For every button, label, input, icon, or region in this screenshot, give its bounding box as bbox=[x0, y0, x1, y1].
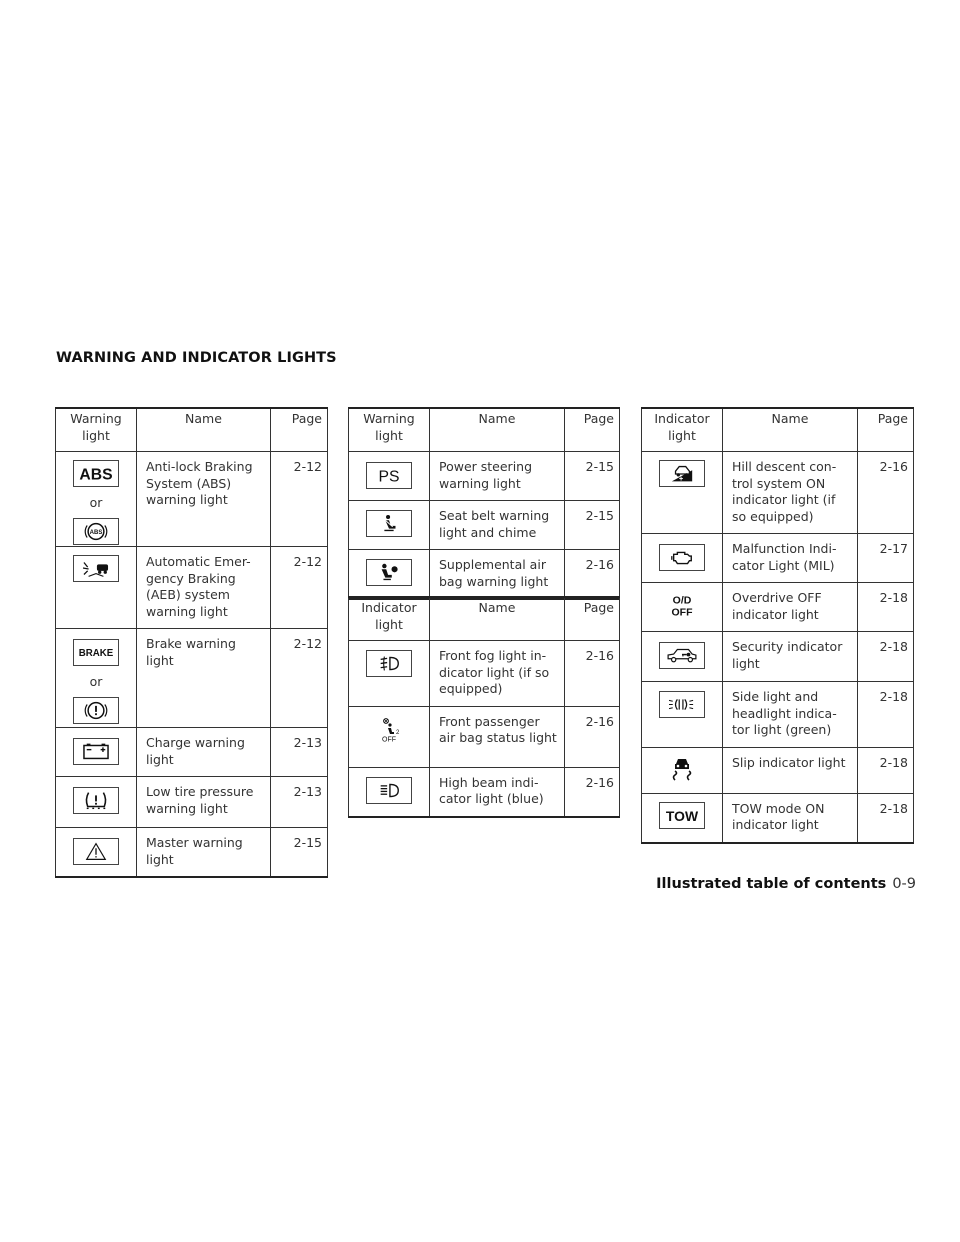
warning-lights-table-1 bbox=[55, 407, 328, 878]
page-ref: 2-16 bbox=[565, 550, 620, 600]
light-name: Side light and headlight indica-tor light (green) bbox=[723, 682, 858, 748]
page-ref: 2-18 bbox=[858, 747, 914, 793]
page-ref: 2-18 bbox=[858, 682, 914, 748]
security-car-icon bbox=[659, 642, 705, 669]
light-name: Hill descent con-trol system ON indicator light (if so equipped) bbox=[723, 452, 858, 534]
page-ref: 2-16 bbox=[858, 452, 914, 534]
page-number: 0-9 bbox=[892, 876, 916, 892]
slip-icon bbox=[659, 755, 705, 782]
brake-text-icon bbox=[73, 639, 119, 666]
header-name: Name bbox=[430, 597, 565, 641]
light-name: Overdrive OFF indicator light bbox=[723, 583, 858, 632]
table-row bbox=[349, 767, 620, 817]
light-name: Power steering warning light bbox=[430, 452, 565, 501]
table-row bbox=[56, 547, 328, 629]
header-page: Page bbox=[271, 408, 328, 452]
header-page: Page bbox=[565, 408, 620, 452]
table-row bbox=[349, 641, 620, 707]
light-name: Security indicator light bbox=[723, 632, 858, 682]
page-ref: 2-16 bbox=[565, 767, 620, 817]
table-row bbox=[642, 747, 914, 793]
section-title: WARNING AND INDICATOR LIGHTS bbox=[56, 350, 337, 366]
light-name: Malfunction Indi-cator Light (MIL) bbox=[723, 534, 858, 583]
page-ref: 2-18 bbox=[858, 632, 914, 682]
warning-lights-table-2 bbox=[348, 407, 620, 600]
light-name: Brake warning light bbox=[137, 629, 271, 728]
header-name: Name bbox=[723, 408, 858, 452]
table-row bbox=[642, 793, 914, 843]
engine-icon bbox=[659, 544, 705, 571]
page-ref: 2-15 bbox=[565, 452, 620, 501]
table-row bbox=[642, 682, 914, 748]
page-ref: 2-12 bbox=[271, 547, 328, 629]
page-ref: 2-15 bbox=[565, 501, 620, 550]
light-name: High beam indi-cator light (blue) bbox=[430, 767, 565, 817]
table-header bbox=[56, 408, 328, 452]
svg-text:OFF: OFF bbox=[671, 606, 693, 619]
light-name: Low tire pressure warning light bbox=[137, 777, 271, 828]
header-light: Indicator light bbox=[349, 597, 430, 641]
or-label: or bbox=[89, 495, 103, 510]
page-ref: 2-12 bbox=[271, 452, 328, 547]
high-beam-icon bbox=[366, 777, 412, 804]
page-ref: 2-12 bbox=[271, 629, 328, 728]
page-footer bbox=[656, 876, 916, 892]
page-ref: 2-15 bbox=[271, 828, 328, 878]
table-header bbox=[349, 408, 620, 452]
or-label: or bbox=[89, 674, 103, 689]
battery-icon bbox=[73, 738, 119, 765]
page-ref: 2-17 bbox=[858, 534, 914, 583]
airbag-icon bbox=[366, 559, 412, 586]
light-name: Charge warning light bbox=[137, 728, 271, 777]
tow-icon bbox=[659, 802, 705, 829]
header-name: Name bbox=[137, 408, 271, 452]
passenger-airbag-off-icon bbox=[366, 716, 412, 743]
light-name: Front passenger air bag status light bbox=[430, 706, 565, 767]
header-light: Indicator light bbox=[642, 408, 723, 452]
warning-triangle-icon bbox=[73, 838, 119, 865]
footer-title: Illustrated table of contents bbox=[656, 876, 887, 892]
svg-text:O/D: O/D bbox=[672, 594, 692, 607]
table-row bbox=[349, 452, 620, 501]
table-row bbox=[642, 534, 914, 583]
svg-text:ABS: ABS bbox=[79, 466, 113, 484]
table-header bbox=[642, 408, 914, 452]
header-light: Warning light bbox=[56, 408, 137, 452]
svg-text:PS: PS bbox=[378, 468, 400, 486]
header-page: Page bbox=[565, 597, 620, 641]
od-off-icon bbox=[659, 592, 705, 619]
light-name: Anti-lock Braking System (ABS) warning light bbox=[137, 452, 271, 547]
svg-text:2: 2 bbox=[396, 729, 400, 736]
light-name: Slip indicator light bbox=[723, 747, 858, 793]
table-row bbox=[349, 706, 620, 767]
table-row bbox=[56, 452, 328, 547]
svg-text:ABS: ABS bbox=[89, 529, 103, 536]
side-light-icon bbox=[659, 691, 705, 718]
light-name: Seat belt warning light and chime bbox=[430, 501, 565, 550]
light-name: TOW mode ON indicator light bbox=[723, 793, 858, 843]
indicator-lights-table-1 bbox=[348, 596, 620, 818]
light-name: Front fog light in-dicator light (if so equipped) bbox=[430, 641, 565, 707]
table-row bbox=[642, 632, 914, 682]
page-ref: 2-18 bbox=[858, 793, 914, 843]
table-row bbox=[349, 550, 620, 600]
aeb-icon bbox=[73, 555, 119, 582]
header-light: Warning light bbox=[349, 408, 430, 452]
svg-text:TOW: TOW bbox=[665, 807, 699, 824]
abs-text-icon bbox=[73, 460, 119, 487]
brake-circle-icon bbox=[73, 697, 119, 724]
abs-circle-icon bbox=[73, 518, 119, 545]
table-row bbox=[56, 728, 328, 777]
seat-belt-icon bbox=[366, 510, 412, 537]
hill-descent-icon bbox=[659, 460, 705, 487]
header-name: Name bbox=[430, 408, 565, 452]
light-name: Master warning light bbox=[137, 828, 271, 878]
light-name: Supplemental air bag warning light bbox=[430, 550, 565, 600]
page-ref: 2-13 bbox=[271, 777, 328, 828]
table-row bbox=[56, 777, 328, 828]
header-page: Page bbox=[858, 408, 914, 452]
table-row bbox=[56, 629, 328, 728]
page-ref: 2-13 bbox=[271, 728, 328, 777]
indicator-lights-table-2 bbox=[641, 407, 914, 844]
svg-text:BRAKE: BRAKE bbox=[78, 648, 114, 660]
table-row bbox=[642, 452, 914, 534]
table-row bbox=[349, 501, 620, 550]
page-ref: 2-18 bbox=[858, 583, 914, 632]
tire-pressure-icon bbox=[73, 787, 119, 814]
fog-light-icon bbox=[366, 650, 412, 677]
page-ref: 2-16 bbox=[565, 641, 620, 707]
power-steering-icon bbox=[366, 462, 412, 489]
table-row bbox=[642, 583, 914, 632]
table-row bbox=[56, 828, 328, 878]
svg-text:OFF: OFF bbox=[382, 736, 396, 743]
table-header bbox=[349, 597, 620, 641]
light-name: Automatic Emer-gency Braking (AEB) system warning light bbox=[137, 547, 271, 629]
page-ref: 2-16 bbox=[565, 706, 620, 767]
